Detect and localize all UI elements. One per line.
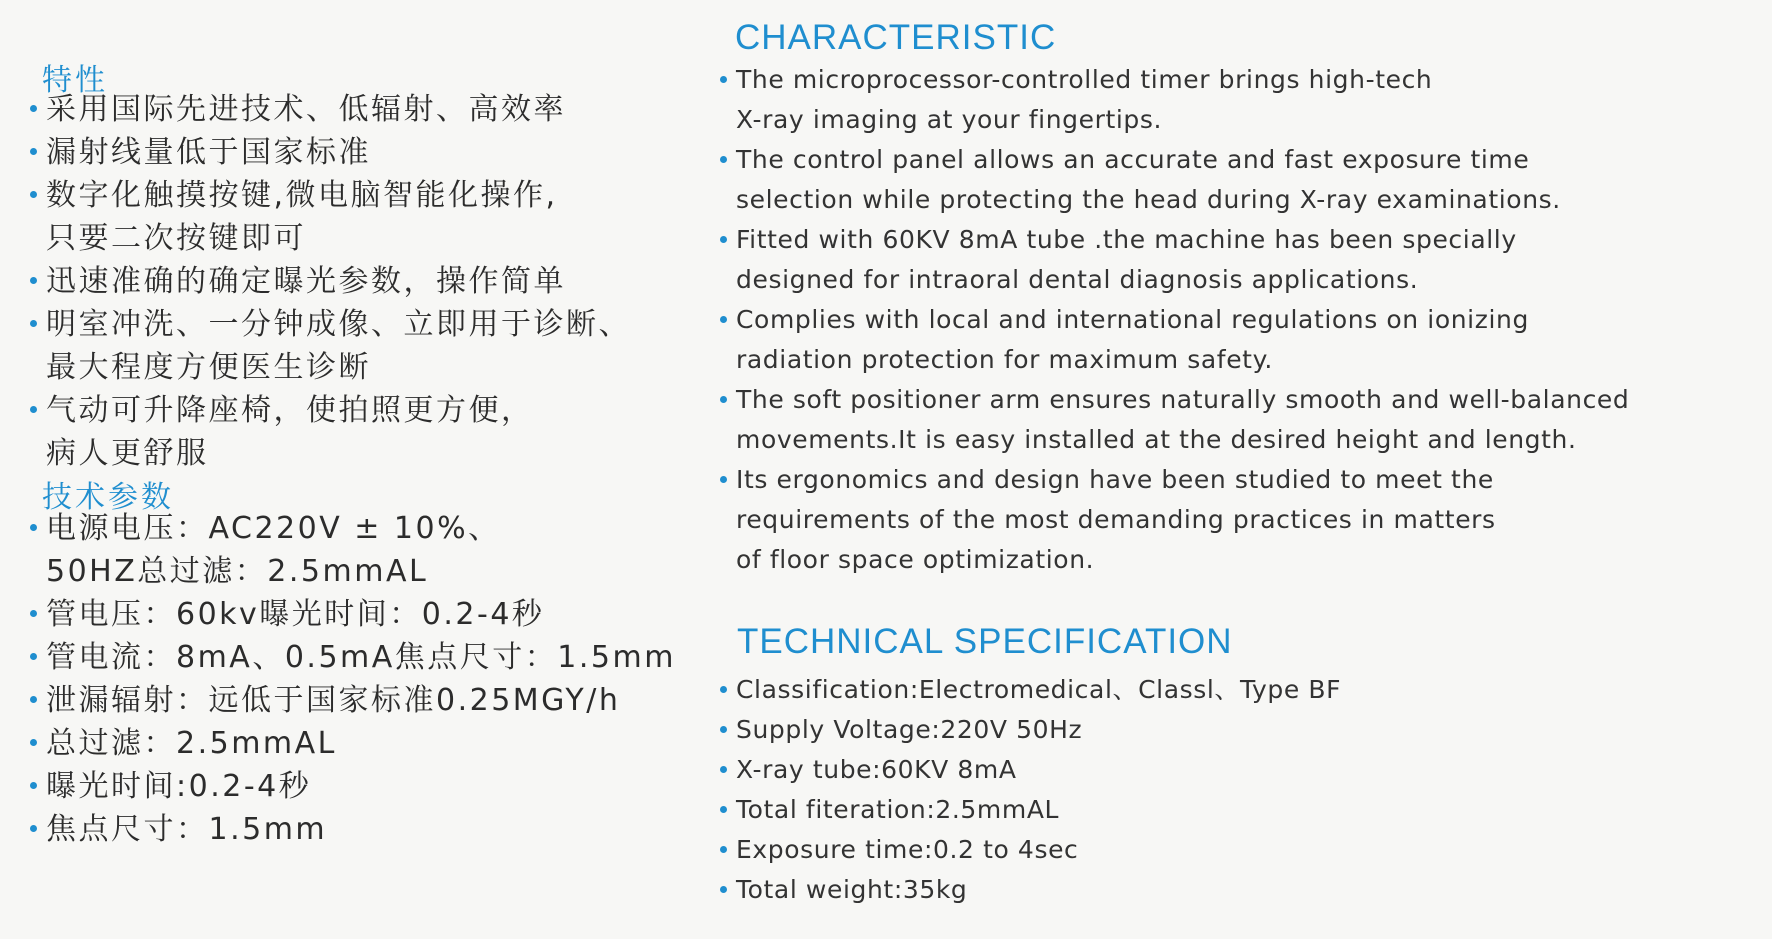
list-item <box>30 636 676 679</box>
bullet-dot <box>720 156 727 163</box>
list-item <box>720 300 1629 380</box>
list-item-line: Complies with local and international regulations on ionizing <box>736 305 1529 334</box>
features-list <box>30 88 631 475</box>
list-item-line: 气动可升降座椅，使拍照更方便， <box>46 393 534 428</box>
list-item-line: Its ergonomics and design have been studied to meet the <box>736 465 1494 494</box>
list-item <box>720 380 1629 460</box>
bullet-dot <box>720 726 727 733</box>
list-item-line: 50HZ总过滤：2.5mmAL <box>46 554 429 589</box>
list-item-line: 总过滤：2.5mmAL <box>46 726 337 761</box>
list-item-line: of floor space optimization. <box>736 545 1095 574</box>
bullet-dot <box>720 686 727 693</box>
bullet-dot <box>30 524 37 531</box>
specs-list <box>30 507 676 851</box>
list-item <box>30 679 676 722</box>
list-item-line: The soft positioner arm ensures naturally smooth and well-balanced <box>736 385 1630 414</box>
bullet-dot <box>30 825 37 832</box>
list-item-line: 最大程度方便医生诊断 <box>46 350 371 385</box>
list-item-line: 迅速准确的确定曝光参数，操作简单 <box>46 264 566 299</box>
list-item-line: radiation protection for maximum safety. <box>736 345 1273 374</box>
list-item-line: 电源电压：AC220V ± 10%、 <box>46 511 501 546</box>
bullet-dot <box>30 406 37 413</box>
list-item-line: 管电流：8mA、0.5mA焦点尺寸：1.5mm <box>46 640 676 675</box>
list-item <box>720 220 1629 300</box>
list-item-line: movements.It is easy installed at the desired height and length. <box>736 425 1577 454</box>
list-item <box>30 88 631 131</box>
list-item-line: Total fiteration:2.5mmAL <box>736 795 1060 824</box>
bullet-dot <box>30 696 37 703</box>
bullet-dot <box>720 476 727 483</box>
list-item <box>30 303 631 389</box>
bullet-dot <box>30 105 37 112</box>
list-item <box>30 765 676 808</box>
bullet-dot <box>720 846 727 853</box>
bullet-dot <box>30 277 37 284</box>
list-item <box>30 131 631 174</box>
list-item <box>720 870 1341 910</box>
bullet-dot <box>720 236 727 243</box>
list-item <box>720 140 1629 220</box>
bullet-dot <box>30 782 37 789</box>
list-item-line: 漏射线量低于国家标准 <box>46 135 371 170</box>
list-item <box>30 507 676 593</box>
list-item-line: Supply Voltage:220V 50Hz <box>736 715 1083 744</box>
list-item-line: The control panel allows an accurate and fast exposure time <box>736 145 1530 174</box>
bullet-dot <box>30 739 37 746</box>
bullet-dot <box>30 148 37 155</box>
list-item <box>720 460 1629 580</box>
bullet-dot <box>30 610 37 617</box>
list-item-line: 管电压：60kv曝光时间：0.2-4秒 <box>46 597 545 632</box>
list-item <box>30 260 631 303</box>
bullet-dot <box>720 396 727 403</box>
technical-specification-list <box>720 670 1341 910</box>
list-item <box>30 808 676 851</box>
list-item-line: 明室冲洗、一分钟成像、立即用于诊断、 <box>46 307 631 342</box>
technical-specification-heading: TECHNICAL SPECIFICATION <box>737 622 1233 661</box>
list-item <box>30 722 676 765</box>
list-item-line: 泄漏辐射：远低于国家标准0.25MGY/h <box>46 683 621 718</box>
bullet-dot <box>720 806 727 813</box>
list-item <box>720 790 1341 830</box>
list-item-line: 病人更舒服 <box>46 436 209 471</box>
features-heading: 特性 <box>42 63 108 98</box>
bullet-dot <box>720 316 727 323</box>
list-item-line: 采用国际先进技术、低辐射、高效率 <box>46 92 566 127</box>
list-item-line: 只要二次按键即可 <box>46 221 306 256</box>
characteristic-list <box>720 60 1629 580</box>
list-item <box>720 750 1341 790</box>
bullet-dot <box>30 191 37 198</box>
list-item-line: Fitted with 60KV 8mA tube .the machine has been specially <box>736 225 1517 254</box>
bullet-dot <box>720 766 727 773</box>
list-item <box>720 710 1341 750</box>
list-item-line: selection while protecting the head during X-ray examinations. <box>736 185 1561 214</box>
list-item-line: X-ray imaging at your fingertips. <box>736 105 1163 134</box>
list-item-line: X-ray tube:60KV 8mA <box>736 755 1017 784</box>
list-item <box>30 593 676 636</box>
list-item-line: 曝光时间:0.2-4秒 <box>46 769 312 804</box>
list-item <box>720 830 1341 870</box>
bullet-dot <box>30 320 37 327</box>
list-item <box>720 670 1341 710</box>
list-item-line: Classification:Electromedical、Classl、Type BF <box>736 675 1342 704</box>
list-item-line: requirements of the most demanding practices in matters <box>736 505 1496 534</box>
list-item <box>30 389 631 475</box>
list-item <box>30 174 631 260</box>
list-item-line: Exposure time:0.2 to 4sec <box>736 835 1079 864</box>
list-item-line: 数字化触摸按键,微电脑智能化操作, <box>46 178 558 213</box>
bullet-dot <box>720 76 727 83</box>
list-item-line: The microprocessor-controlled timer brings high-tech <box>736 65 1433 94</box>
list-item <box>720 60 1629 140</box>
list-item-line: designed for intraoral dental diagnosis applications. <box>736 265 1419 294</box>
bullet-dot <box>720 886 727 893</box>
bullet-dot <box>30 653 37 660</box>
specs-heading: 技术参数 <box>42 480 174 515</box>
list-item-line: 焦点尺寸：1.5mm <box>46 812 328 847</box>
list-item-line: Total weight:35kg <box>736 875 968 904</box>
characteristic-heading: CHARACTERISTIC <box>735 18 1057 57</box>
